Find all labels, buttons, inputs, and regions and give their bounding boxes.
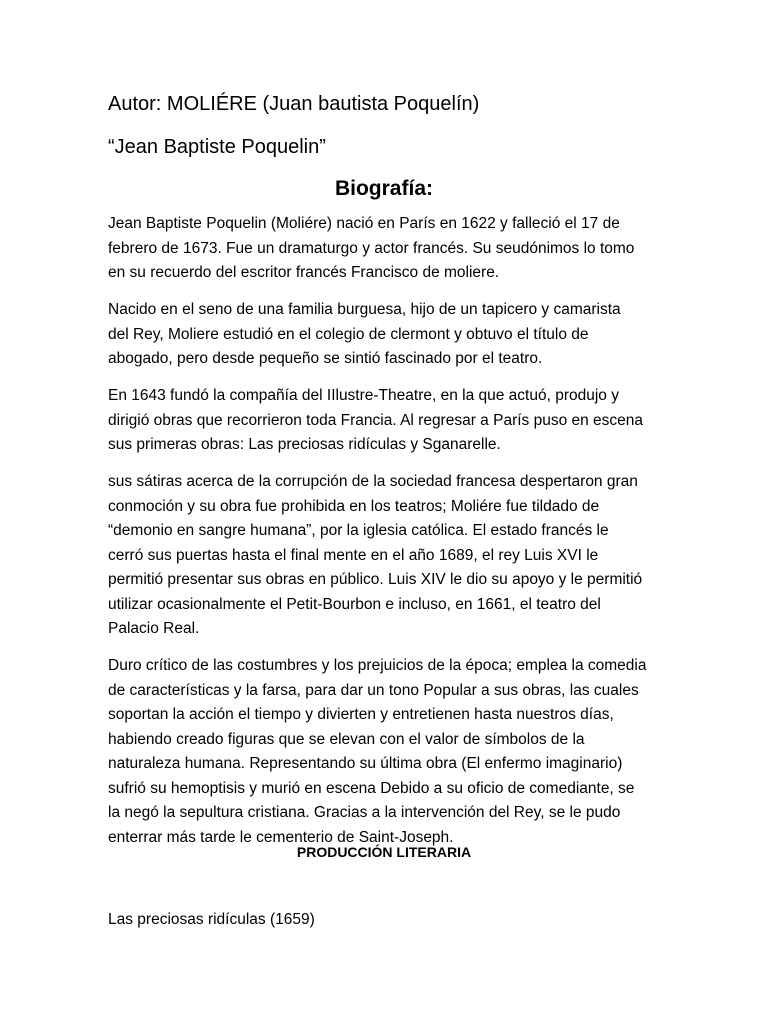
- paragraph-family: Nacido en el seno de una familia burguesa, hijo de un tapicero y camarista del Rey, Moliere estudió en el colegio de clermont y obtuvo el título de abogado, pero desde pequeño se sintió fascinado por el teatro.: [108, 301, 621, 367]
- production-heading: PRODUCCIÓN LITERARIA: [296, 844, 472, 860]
- works-list-item: Las preciosas ridículas (1659): [108, 911, 315, 928]
- quoted-name-line: “Jean Baptiste Poquelin”: [108, 136, 326, 158]
- paragraph-birth: Jean Baptiste Poquelin (Moliére) nació en París en 1622 y falleció el 17 de febrero de 1673. Fue un dramaturgo y actor francés. Su seudónimos lo tomo en su recuerdo del escritor francés Francisco de moliere.: [108, 215, 635, 281]
- author-line: Autor: MOLIÉRE (Juan bautista Poquelín): [108, 93, 480, 115]
- paragraph-satires: sus sátiras acerca de la corrupción de la sociedad francesa despertaron gran conmoción y su obra fue prohibida en los teatros; Moliére fue tildado de “demonio en sangre humana”, por la iglesia católica. El estado francés le cerró sus puertas hasta el final mente en el año 1689, el rey Luis XVI le permitió presentar sus obras en público. Luis XIV le dio su apoyo y le permitió utilizar ocasionalmente el Petit-Bourbon e incluso, en 1661, el teatro del Palacio Real.: [108, 473, 643, 637]
- biography-body: [108, 212, 670, 863]
- paragraph-theatre: En 1643 fundó la compañía del IIlustre-Theatre, en la que actuó, produjo y dirigió obras que recorrieron toda Francia. Al regresar a París puso en escena sus primeras obras: Las preciosas ridículas y Sganarelle.: [108, 387, 644, 453]
- paragraph-critic: Duro crítico de las costumbres y los prejuicios de la época; emplea la comedia de características y la farsa, para dar un tono Popular a sus obras, las cuales soportan la acción el tiempo y divierten y entretienen hasta nuestros días, habiendo creado figuras que se elevan con el valor de símbolos de la naturaleza humana. Representando su última obra (El enfermo imaginario) sufrió su hemoptisis y murió en escena Debido a su oficio de comediante, se la negó la sepultura cristiana. Gracias a la intervención del Rey, se le pudo enterrar más tarde le cementerio de Saint-Joseph.: [108, 657, 647, 846]
- biography-heading: Biografía:: [334, 177, 433, 200]
